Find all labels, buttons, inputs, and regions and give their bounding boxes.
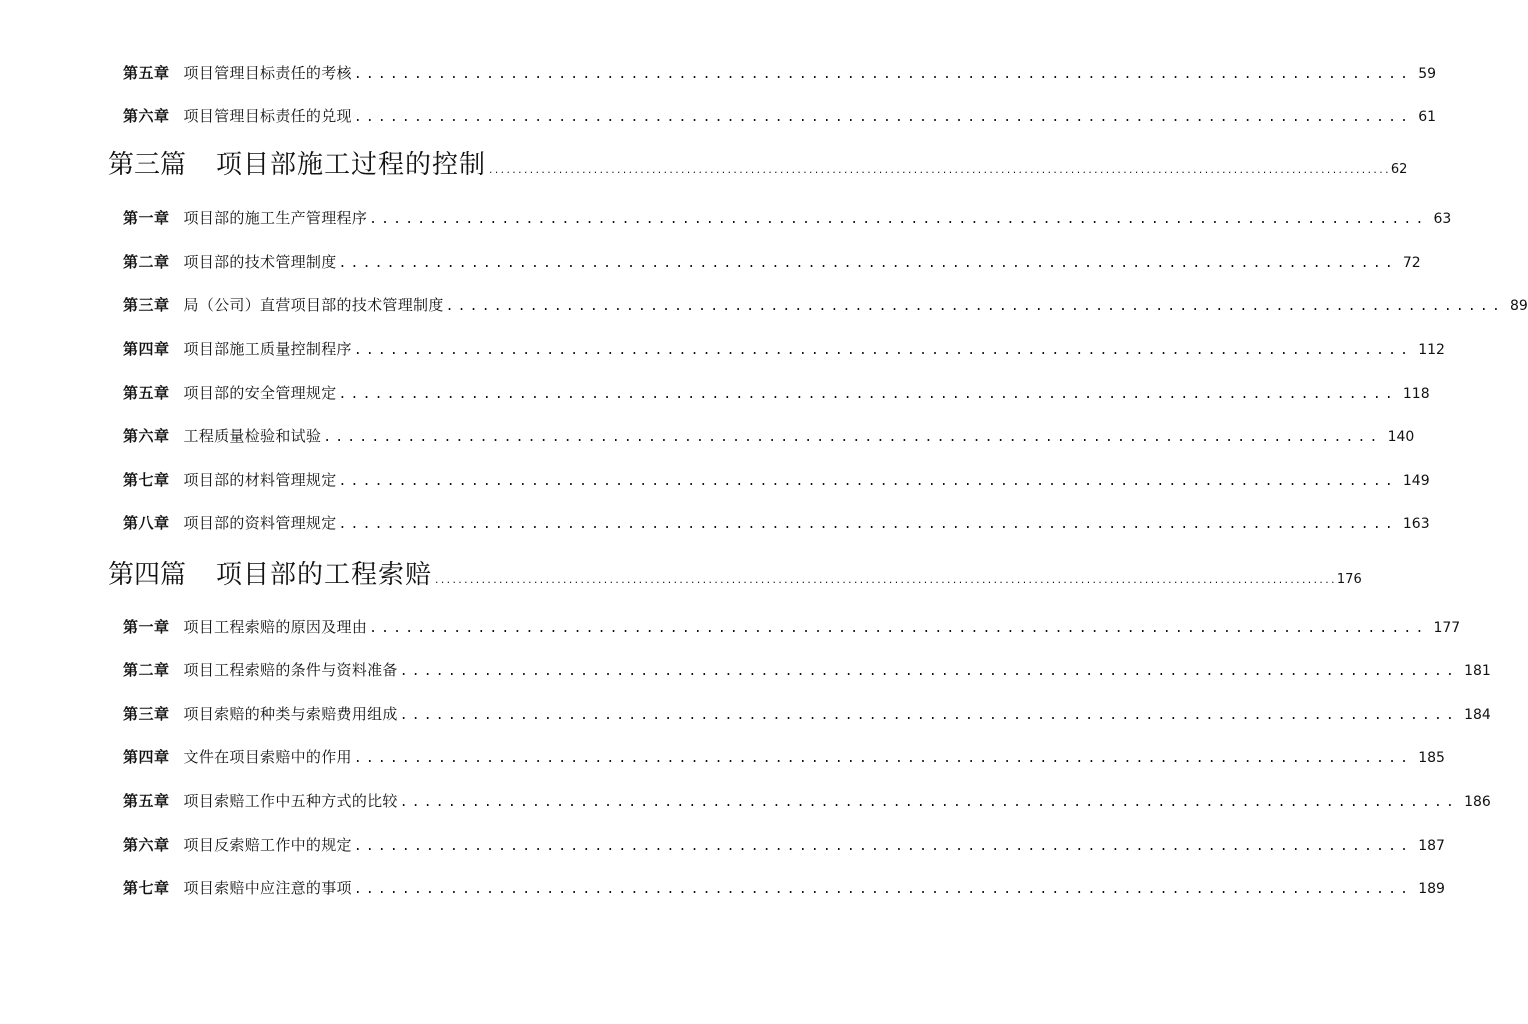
chapter-title: 项目部施工质量控制程序	[183, 340, 352, 358]
chapter-title: 项目索赔工作中五种方式的比较	[183, 792, 398, 810]
chapter-title: 工程质量检验和试验	[183, 427, 322, 445]
dot-leader: ........................................................................................	[399, 708, 1459, 723]
part-title: 项目部施工过程的控制	[216, 150, 487, 180]
toc-entry[interactable]	[123, 207, 1452, 229]
chapter-title: 项目部的资料管理规定	[183, 514, 337, 532]
dot-leader: ........................................................................................	[353, 343, 1413, 358]
toc-entry[interactable]	[123, 251, 1421, 273]
chapter-title: 项目管理目标责任的考核	[183, 64, 352, 82]
dot-leader: ........................................................................................	[353, 751, 1413, 766]
dot-leader: ........................................................................................	[353, 839, 1413, 854]
chapter-number: 第八章	[123, 514, 170, 532]
chapter-number: 第七章	[123, 471, 170, 489]
chapter-number: 第七章	[123, 879, 170, 897]
page-number: 61	[1418, 109, 1437, 125]
toc-entry[interactable]	[123, 834, 1445, 856]
chapter-number: 第二章	[123, 253, 170, 271]
toc-entry[interactable]	[123, 338, 1445, 360]
part-number: 第四篇	[108, 560, 187, 590]
page-number: 176	[1336, 572, 1362, 587]
dot-leader: ........................................................................................	[369, 621, 1428, 636]
toc-entry[interactable]	[123, 425, 1415, 447]
page-number: 189	[1418, 881, 1445, 897]
toc-entry[interactable]	[123, 877, 1445, 899]
dot-leader: ...........................................................................................................................................................	[488, 166, 1390, 176]
dot-leader: ........................................................................................	[338, 387, 1397, 402]
part-number: 第三篇	[108, 150, 187, 180]
toc-entry[interactable]	[123, 703, 1491, 725]
page-number: 181	[1464, 663, 1491, 679]
toc-part-entry[interactable]	[108, 555, 1362, 595]
chapter-title: 项目部的技术管理制度	[183, 253, 337, 271]
page-number: 185	[1418, 750, 1445, 766]
chapter-number: 第六章	[123, 107, 170, 125]
chapter-title: 项目部的施工生产管理程序	[183, 209, 368, 227]
page-number: 59	[1418, 66, 1437, 82]
dot-leader: ........................................................................................	[338, 256, 1397, 271]
part-title: 项目部的工程索赔	[216, 560, 433, 590]
chapter-title: 局（公司）直营项目部的技术管理制度	[183, 296, 444, 314]
chapter-title: 项目索赔的种类与索赔费用组成	[183, 705, 398, 723]
page-number: 118	[1402, 386, 1430, 402]
chapter-number: 第五章	[123, 384, 170, 402]
toc-entry[interactable]	[123, 746, 1445, 768]
chapter-title: 文件在项目索赔中的作用	[183, 748, 352, 766]
dot-leader: ........................................................................................	[323, 430, 1382, 445]
toc-entry[interactable]	[123, 616, 1461, 638]
dot-leader: ........................................................................................	[399, 795, 1459, 810]
page-number: 112	[1418, 342, 1445, 358]
dot-leader: ........................................................................................	[369, 212, 1428, 227]
chapter-number: 第四章	[123, 340, 170, 358]
page-number: 72	[1402, 255, 1421, 271]
page-number: 89	[1509, 298, 1528, 314]
toc-entry[interactable]	[123, 659, 1491, 681]
page-number: 163	[1402, 516, 1430, 532]
chapter-number: 第六章	[123, 836, 170, 854]
toc-entry[interactable]	[123, 62, 1437, 84]
chapter-number: 第二章	[123, 661, 170, 679]
chapter-number: 第五章	[123, 792, 170, 810]
dot-leader: ...........................................................................................................................................................	[434, 576, 1336, 586]
chapter-title: 项目管理目标责任的兑现	[183, 107, 352, 125]
chapter-title: 项目工程索赔的原因及理由	[183, 618, 368, 636]
chapter-title: 项目反索赔工作中的规定	[183, 836, 352, 854]
chapter-number: 第三章	[123, 705, 170, 723]
toc-entry[interactable]	[123, 512, 1430, 534]
toc-entry[interactable]	[123, 105, 1437, 127]
toc-entry[interactable]	[123, 469, 1430, 491]
page-number: 187	[1418, 838, 1445, 854]
chapter-title: 项目部的材料管理规定	[183, 471, 337, 489]
dot-leader: ........................................................................................	[338, 517, 1397, 532]
chapter-number: 第六章	[123, 427, 170, 445]
page-number: 140	[1387, 429, 1415, 445]
chapter-number: 第三章	[123, 296, 170, 314]
toc-entry[interactable]	[123, 382, 1430, 404]
toc-entry[interactable]	[123, 294, 1528, 316]
chapter-number: 第一章	[123, 209, 170, 227]
dot-leader: ........................................................................................	[353, 882, 1413, 897]
chapter-title: 项目索赔中应注意的事项	[183, 879, 352, 897]
dot-leader: ........................................................................................	[445, 299, 1504, 314]
toc-part-entry[interactable]	[108, 145, 1408, 185]
page-number: 62	[1390, 162, 1408, 177]
page-number: 186	[1464, 794, 1491, 810]
page-number: 63	[1433, 211, 1452, 227]
page-number: 184	[1464, 707, 1491, 723]
dot-leader: ........................................................................................	[353, 67, 1413, 82]
dot-leader: ........................................................................................	[338, 474, 1397, 489]
chapter-number: 第四章	[123, 748, 170, 766]
dot-leader: ........................................................................................	[353, 110, 1413, 125]
toc-entry[interactable]	[123, 790, 1491, 812]
chapter-number: 第五章	[123, 64, 170, 82]
dot-leader: ........................................................................................	[399, 664, 1459, 679]
chapter-title: 项目部的安全管理规定	[183, 384, 337, 402]
page-number: 177	[1433, 620, 1461, 636]
page-number: 149	[1402, 473, 1430, 489]
chapter-title: 项目工程索赔的条件与资料准备	[183, 661, 398, 679]
chapter-number: 第一章	[123, 618, 170, 636]
